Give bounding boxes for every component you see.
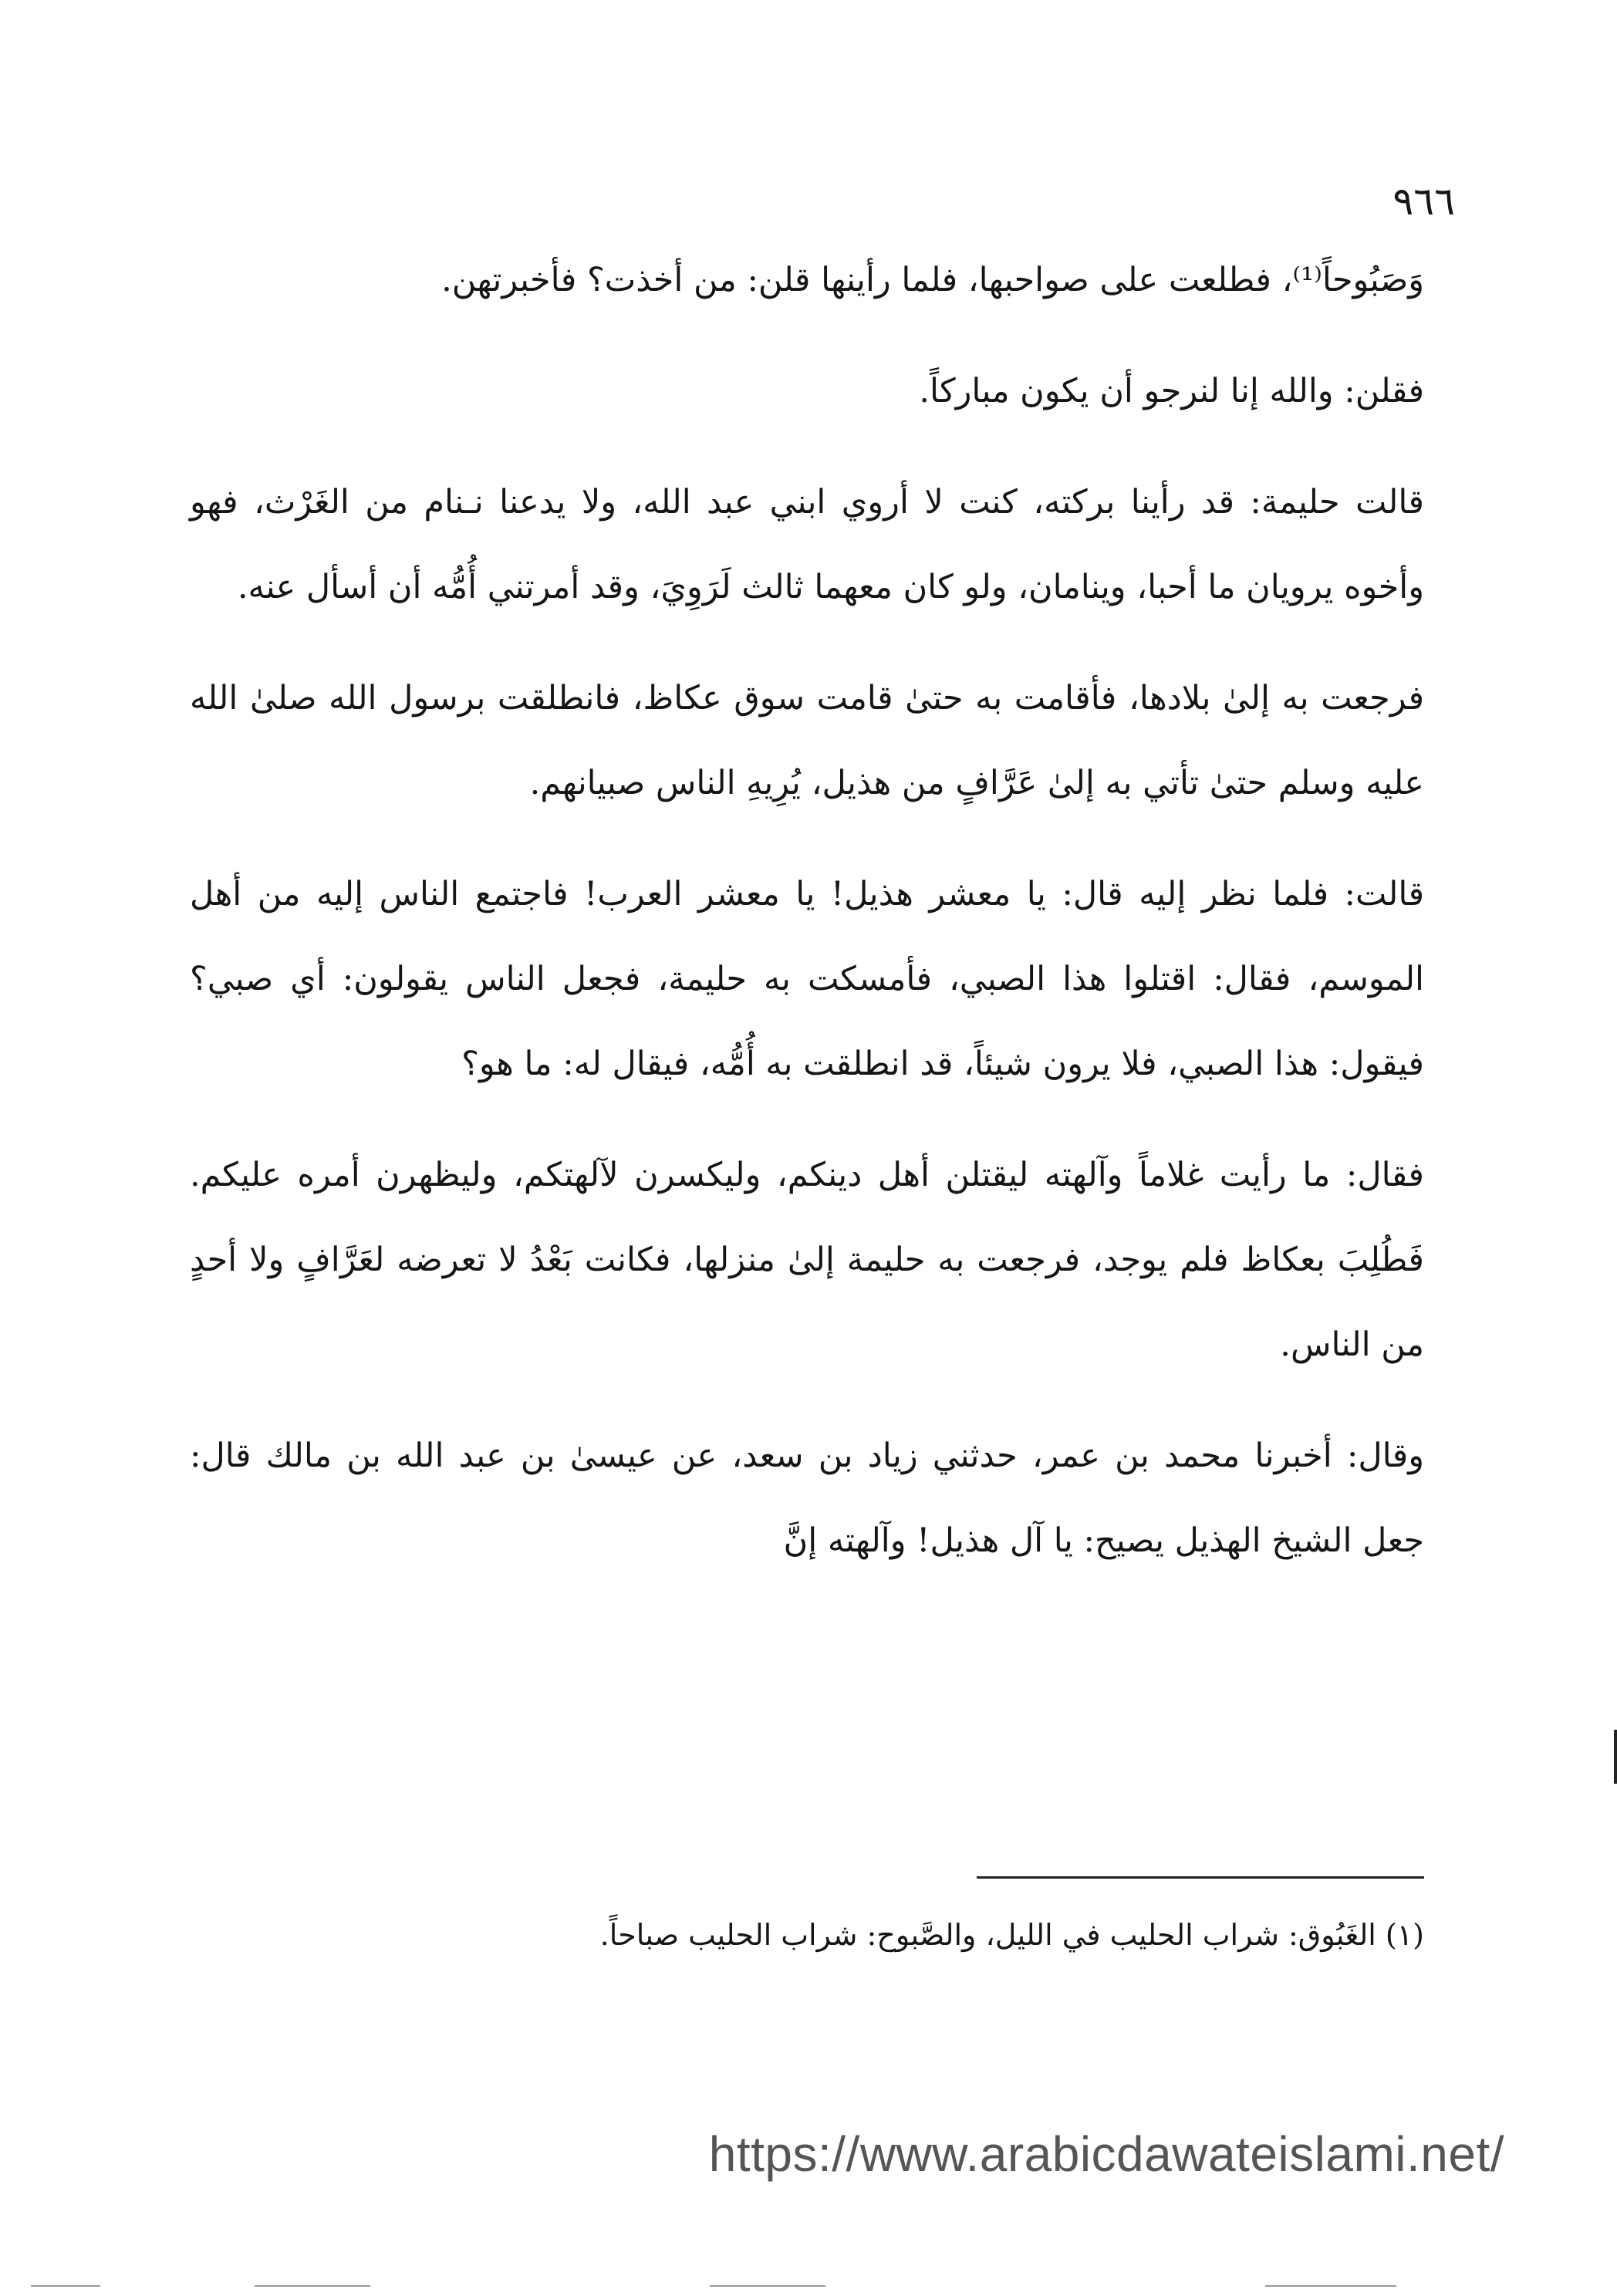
- paragraph: فقال: ما رأيت غلاماً وآلهته ليقتلن أهل دينكم، وليكسرن لآلهتكم، وليظهرن أمره عليكم. فَطُلِبَ بعكاظ فلم يوجد، فرجعت به حليمة إلىٰ منزلها، فكانت بَعْدُ لا تعرضه لعَرَّافٍ ولا أحدٍ من الناس.: [190, 1156, 1424, 1364]
- paragraph: فرجعت به إلىٰ بلادها، فأقامت به حتىٰ قامت سوق عكاظ، فانطلقت برسول الله صلىٰ الله عليه وسلم حتىٰ تأتي به إلىٰ عَرَّافٍ من هذيل، يُرِيهِ الناس صبيانهم.: [190, 679, 1424, 802]
- paragraph: فقلن: والله إنا لنرجو أن يكون مباركاً.: [919, 372, 1424, 410]
- watermark-url: https://www.arabicdawateislami.net/: [708, 2126, 1504, 2182]
- paragraph: وقال: أخبرنا محمد بن عمر، حدثني زياد بن سعد، عن عيسىٰ بن عبد الله بن مالك قال: جعل الشيخ الهذيل يصيح: يا آل هذيل! وآلهته إنَّ: [190, 1437, 1424, 1560]
- page-number: ٩٦٦: [1393, 179, 1455, 224]
- paragraph: قالت: فلما نظر إليه قال: يا معشر هذيل! يا معشر العرب! فاجتمع الناس إليه من أهل الموسم، فقال: اقتلوا هذا الصبي، فأمسكت به حليمة، فجعل الناس يقولون: أي صبي؟ فيقول: هذا الصبي، فلا يرون شيئاً، قد انطلقت به أُمُّه، فيقال له: ما هو؟: [190, 875, 1424, 1083]
- scan-edge-mark: [1265, 2285, 1396, 2287]
- paragraph: وَصَبُوحاً⁽¹⁾، فطلعت على صواحبها، فلما رأينها قلن: من أخذت؟ فأخبرتهن.: [441, 261, 1424, 299]
- footnote: (١) الغَبُوق: شراب الحليب في الليل، والصَّبوح: شراب الحليب صباحاً.: [599, 1918, 1424, 1952]
- scan-edge-mark: [31, 2285, 100, 2287]
- scan-edge-mark: [710, 2285, 825, 2287]
- scan-margin-mark: [1614, 1730, 1617, 1784]
- footnote-divider: [977, 1876, 1424, 1879]
- body-text: [190, 238, 1424, 1609]
- paragraph: قالت حليمة: قد رأينا بركته، كنت لا أروي ابني عبد الله، ولا يدعنا نـنام من الغَرْث، فهو وأخوه يرويان ما أحبا، وينامان، ولو كان معهما ثالث لَرَوِيَ، وقد أمرتني أُمُّه أن أسأل عنه.: [190, 483, 1424, 606]
- scan-edge-mark: [255, 2285, 370, 2287]
